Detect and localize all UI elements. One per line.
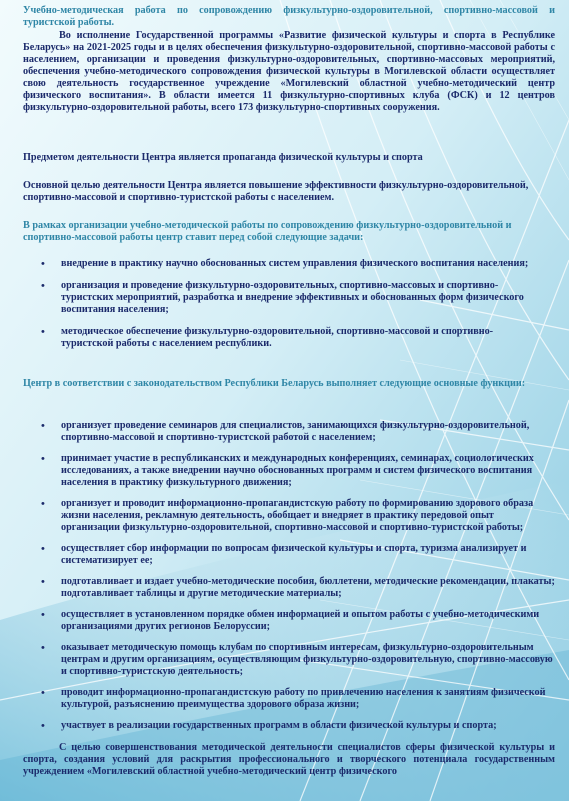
list-item: • осуществляет сбор информации по вопросам физической культуры и спорта, туризма анализирует и систематизирует ее; [23,543,555,567]
list-item: • методическое обеспечение физкультурно-оздоровительной, спортивно-массовой и спортивно-туристской работы с населением республики. [23,326,545,350]
functions-list [23,420,555,741]
list-item: • организует и проводит информационно-пропагандистскую работу по формированию здорового образа жизни населения, рекламную деятельность, обобщает и внедряет в практику передовой опыт организации физкультурно-оздоровительной, спортивно-массовой и спортивно-туристской работы; [23,498,555,534]
goal-statement: Основной целью деятельности Центра является повышение эффективности физкультурно-оздоровительной, спортивно-массовой и спортивно-туристской работы с населением. [23,180,529,203]
list-item: • организация и проведение физкультурно-оздоровительных, спортивно-массовых и спортивно-туристских мероприятий, разработка и внедрение эффективных и обоснованных форм физического воспитания населения; [23,280,545,316]
subject-statement: Предметом деятельности Центра является пропаганда физической культуры и спорта [23,152,423,163]
list-item: • осуществляет в установленном порядке обмен информацией и опытом работы с учебно-методическими организациями других регионов Белоруссии; [23,609,555,633]
list-item: • оказывает методическую помощь клубам по спортивным интересам, физкультурно-оздоровительным центрам и другим организациям, осуществляющим физкультурно-оздоровительную, спортивно-массовую и спортивно-туристскую деятельность; [23,642,555,678]
functions-heading: Центр в соответствии с законодательством Республики Беларусь выполняет следующие основные функции: [23,378,526,389]
list-item: • подготавливает и издает учебно-методические пособия, бюллетени, методические рекомендации, плакаты; подготавливает таблицы и другие методические материалы; [23,576,555,600]
section-heading: Учебно-методическая работа по сопровождению физкультурно-оздоровительной, спортивно-массовой и туристской работы. [23,5,555,28]
list-item: • внедрение в практику научно обоснованных систем управления физического воспитания населения; [23,258,545,270]
list-item: • принимает участие в республиканских и международных конференциях, семинарах, социологических исследованиях, а также внедрении научно обоснованных программ и систем физического воспитания населения в практику физкультурного движения; [23,453,555,489]
list-item: • участвует в реализации государственных программ в области физической культуры и спорта; [23,720,555,732]
intro-paragraph: Во исполнение Государственной программы «Развитие физической культуры и спорта в Республике Беларусь» на 2021-2025 годы и в целях обеспечения физкультурно-оздоровительной, спортивно-массовой работы с населением, организации и проведения физкультурно-оздоровительных, спортивно-массовых мероприятий, обеспечения учебно-методического сопровождения физической культуры в Могилевской области осуществляет свою деятельность государственное учреждение «Могилевский областной учебно-методический центр физического воспитания». В области имеется 11 физкультурно-спортивных клуба (ФСК) и 12 центров физкультурно-оздоровительной работы, всего 173 физкультурно-спортивных сооружения. [23,30,555,113]
list-item: • проводит информационно-пропагандистскую работу по привлечению населения к занятиям физической культурой, разъяснению преимущества здорового образа жизни; [23,687,555,711]
tasks-list [23,258,545,360]
closing-paragraph: С целью совершенствования методической деятельности специалистов сферы физической культуры и спорта, создания условий для раскрытия профессионального и творческого потенциала государственным учреждением «Могилевский областной учебно-методический центр физического [23,742,555,777]
tasks-heading: В рамках организации учебно-методической работы по сопровождению физкультурно-оздоровительной и спортивно-массовой работы центр ставит перед собой следующие задачи: [23,220,512,243]
list-item: • организует проведение семинаров для специалистов, занимающихся физкультурно-оздоровительной, спортивно-массовой и спортивно-туристской работой с населением; [23,420,555,444]
